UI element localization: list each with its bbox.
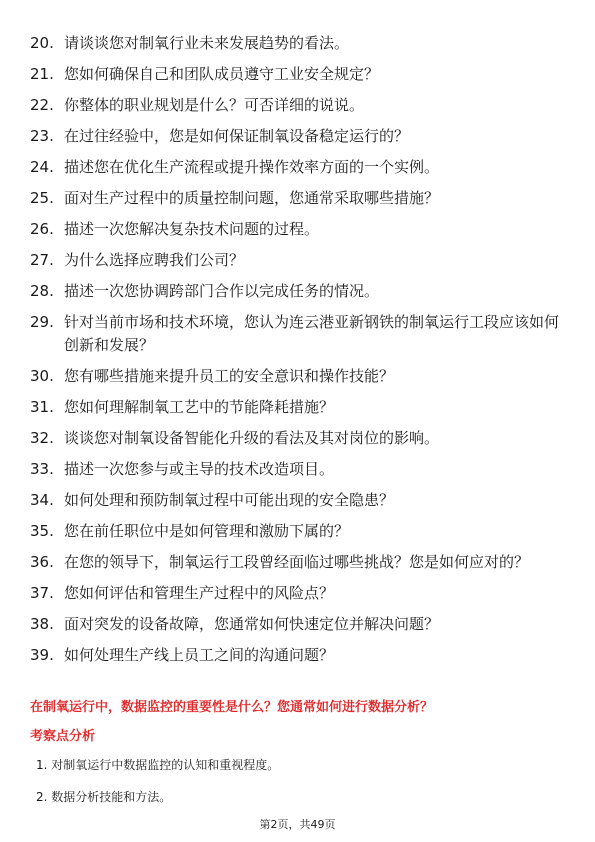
question-text: 针对当前市场和技术环境，您认为连云港亚新钢铁的制氧运行工段应该如何创新和发展？ xyxy=(64,313,560,354)
question-number: 39. xyxy=(30,646,54,664)
question-text: 为什么选择应聘我们公司？ xyxy=(64,251,245,269)
question-text: 谈谈您对制氧设备智能化升级的看法及其对岗位的影响。 xyxy=(64,429,440,447)
question-text: 您在前任职位中是如何管理和激励下属的？ xyxy=(64,522,350,540)
question-number: 36. xyxy=(30,553,54,571)
question-text: 在过往经验中，您是如何保证制氧设备稳定运行的？ xyxy=(64,127,410,145)
question-text: 您有哪些措施来提升员工的安全意识和操作技能？ xyxy=(64,367,395,385)
question-item xyxy=(30,94,570,117)
question-text: 您如何评估和管理生产过程中的风险点？ xyxy=(64,584,335,602)
question-item xyxy=(30,644,570,667)
question-number: 20. xyxy=(30,34,54,52)
question-text: 描述一次您解决复杂技术问题的过程。 xyxy=(64,220,320,238)
question-number: 21. xyxy=(30,65,54,83)
question-text: 面对突发的设备故障，您通常如何快速定位并解决问题？ xyxy=(64,615,440,633)
question-text: 如何处理和预防制氧过程中可能出现的安全隐患？ xyxy=(64,491,395,509)
question-text: 您如何确保自己和团队成员遵守工业安全规定？ xyxy=(64,65,380,83)
question-number: 38. xyxy=(30,615,54,633)
question-number: 29. xyxy=(30,313,54,331)
question-item xyxy=(30,396,570,419)
question-number: 26. xyxy=(30,220,54,238)
question-number: 34. xyxy=(30,491,54,509)
question-item xyxy=(30,427,570,450)
question-number: 37. xyxy=(30,584,54,602)
question-text: 请谈谈您对制氧行业未来发展趋势的看法。 xyxy=(64,34,350,52)
question-text: 描述一次您协调跨部门合作以完成任务的情况。 xyxy=(64,282,380,300)
question-number: 30. xyxy=(30,367,54,385)
question-number: 32. xyxy=(30,429,54,447)
question-item xyxy=(30,125,570,148)
question-text: 你整体的职业规划是什么？可否详细的说说。 xyxy=(64,96,365,114)
question-item xyxy=(30,551,570,574)
question-item xyxy=(30,311,570,357)
question-text: 描述一次您参与或主导的技术改造项目。 xyxy=(64,460,335,478)
question-number: 24. xyxy=(30,158,54,176)
question-item xyxy=(30,32,570,55)
question-item xyxy=(30,613,570,636)
analysis-point: 1. 对制氧运行中数据监控的认知和重视程度。 xyxy=(36,758,280,772)
analysis-point: 2. 数据分析技能和方法。 xyxy=(36,790,172,804)
question-number: 35. xyxy=(30,522,54,540)
question-number: 31. xyxy=(30,398,54,416)
question-number: 27. xyxy=(30,251,54,269)
question-item xyxy=(30,249,570,272)
question-item xyxy=(30,218,570,241)
question-item xyxy=(30,63,570,86)
question-item xyxy=(30,489,570,512)
question-number: 22. xyxy=(30,96,54,114)
question-number: 25. xyxy=(30,189,54,207)
question-number: 33. xyxy=(30,460,54,478)
highlighted-question: 在制氧运行中，数据监控的重要性是什么？您通常如何进行数据分析？ xyxy=(30,700,434,715)
question-item xyxy=(30,365,570,388)
section-title: 考察点分析 xyxy=(30,729,96,744)
analysis-points xyxy=(36,756,566,820)
question-number: 23. xyxy=(30,127,54,145)
question-text: 如何处理生产线上员工之间的沟通问题？ xyxy=(64,646,335,664)
question-item xyxy=(30,582,570,605)
question-text: 在您的领导下，制氧运行工段曾经面临过哪些挑战？您是如何应对的？ xyxy=(64,553,530,571)
question-item xyxy=(30,520,570,543)
question-item xyxy=(30,280,570,303)
question-list xyxy=(30,32,570,675)
question-item xyxy=(30,187,570,210)
question-item xyxy=(30,458,570,481)
question-text: 面对生产过程中的质量控制问题，您通常采取哪些措施？ xyxy=(64,189,440,207)
page-footer: 第2页，共49页 xyxy=(259,818,336,831)
question-item xyxy=(30,156,570,179)
question-text: 您如何理解制氧工艺中的节能降耗措施？ xyxy=(64,398,335,416)
question-text: 描述您在优化生产流程或提升操作效率方面的一个实例。 xyxy=(64,158,440,176)
question-number: 28. xyxy=(30,282,54,300)
